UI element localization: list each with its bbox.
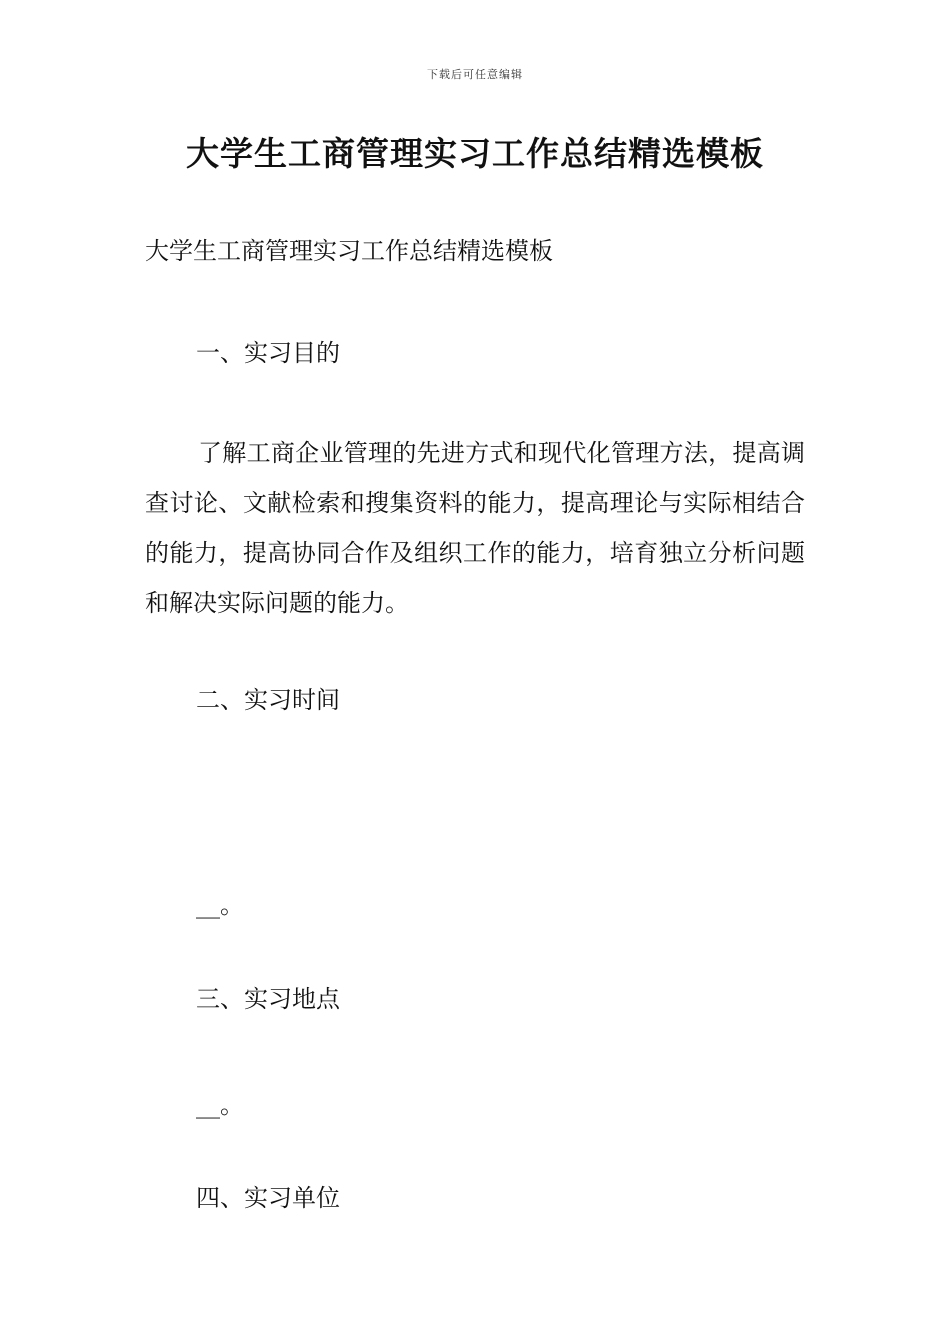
document-title: 大学生工商管理实习工作总结精选模板 (186, 134, 764, 173)
page-header-note: 下载后可任意编辑 (427, 68, 523, 81)
section-body-time: __。 (196, 891, 244, 919)
document-subtitle: 大学生工商管理实习工作总结精选模板 (145, 237, 553, 265)
section-body-purpose: 了解工商企业管理的先进方式和现代化管理方法，提高调查讨论、文献检索和搜集资料的能力，提高理论与实际相结合的能力，提高协同合作及组织工作的能力，培育独立分析问题和解决实际问题的能力。 (145, 439, 805, 617)
section-heading-unit: 四、实习单位 (196, 1184, 340, 1212)
section-body-location: __。 (196, 1091, 244, 1119)
section-heading-purpose: 一、实习目的 (196, 339, 340, 367)
section-heading-time: 二、实习时间 (196, 686, 340, 714)
section-heading-location: 三、实习地点 (196, 985, 340, 1013)
